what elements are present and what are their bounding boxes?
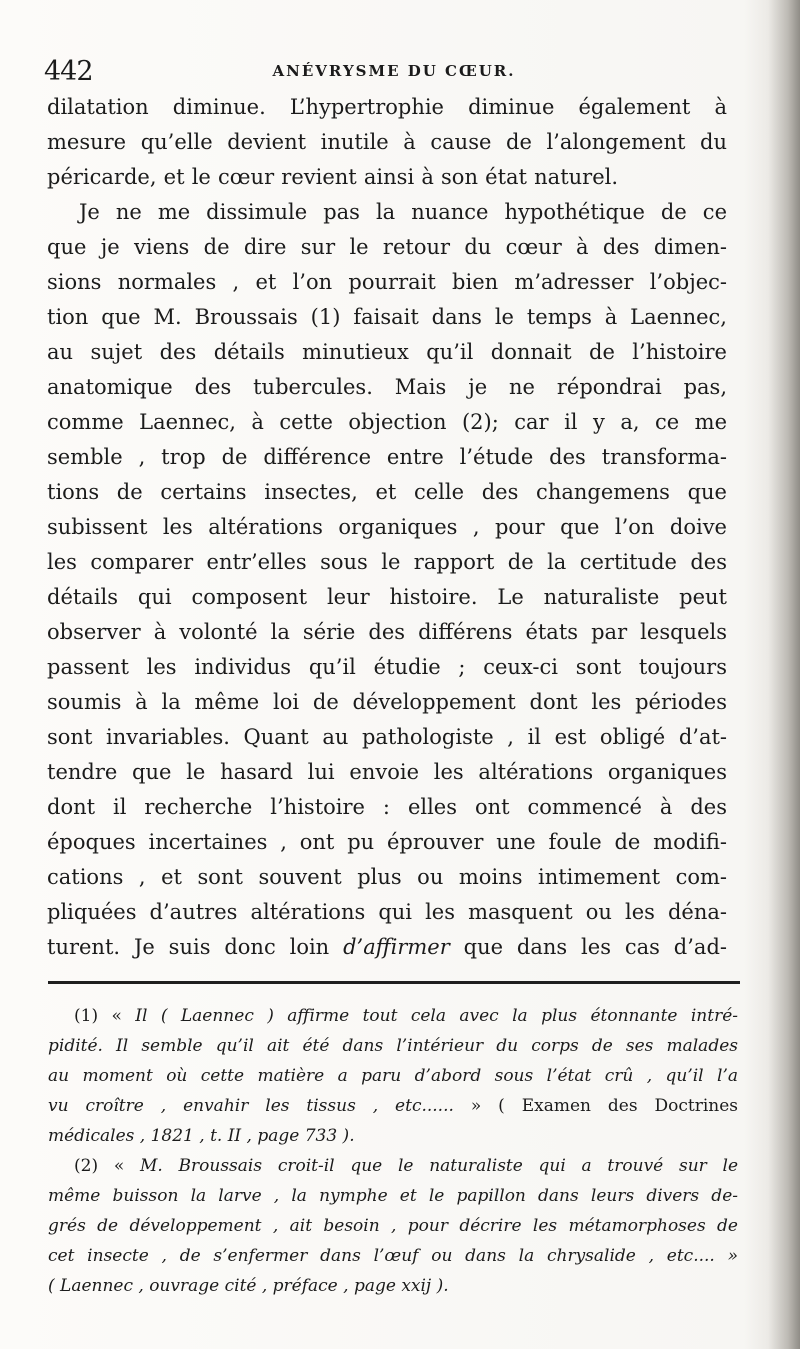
footnote-citation: » ( Examen des Doctrines (470, 1096, 739, 1116)
footnote-line: même buisson la larve , la nymphe et le papillon dans leurs divers de- (48, 1186, 738, 1206)
body-line: passent les individus qu’il étudie ; ceux-ci sont toujours (47, 655, 727, 679)
body-line: dont il recherche l’histoire : elles ont commencé à des (47, 795, 727, 819)
body-line: semble , trop de différence entre l’étude des transforma- (47, 445, 727, 469)
italic-emphasis: d’affirmer (343, 935, 450, 959)
footnote-text: Il ( Laennec ) affirme tout cela avec la plus étonnante intré- (135, 1006, 739, 1026)
footnote-line: médicales , 1821 , t. II , page 733 ). (48, 1126, 355, 1146)
body-line: comme Laennec, à cette objection (2); car il y a, ce me (47, 410, 727, 434)
body-line: tion que M. Broussais (1) faisait dans le temps à Laennec, (47, 305, 727, 329)
footnote-text: M. Broussais croit-il que le naturaliste qui a trouvé sur le (139, 1156, 739, 1176)
body-line: péricarde, et le cœur revient ainsi à son état naturel. (47, 165, 619, 189)
footnote-line (48, 1091, 738, 1121)
page-header (44, 52, 744, 92)
body-line: sions normales , et l’on pourrait bien m’adresser l’objec- (47, 270, 727, 294)
body-line: Je ne me dissimule pas la nuance hypothétique de ce (79, 200, 727, 224)
body-text (47, 90, 727, 965)
body-line: cations , et sont souvent plus ou moins intimement com- (47, 865, 727, 889)
footnote-line (48, 1001, 738, 1031)
body-line: dilatation diminue. L’hypertrophie diminue également à (47, 95, 727, 119)
body-line: détails qui composent leur histoire. Le naturaliste peut (47, 585, 727, 609)
footnote-text: vu croître , envahir les tissus , etc...... (48, 1096, 454, 1116)
footnote-line: au moment où cette matière a paru d’abord sous l’état crû , qu’il l’a (48, 1066, 738, 1086)
footnote-divider (48, 981, 740, 984)
footnote-line (48, 1151, 738, 1181)
body-line: soumis à la même loi de développement dont les périodes (47, 690, 727, 714)
body-line: observer à volonté la série des différens états par lesquels (47, 620, 727, 644)
body-line: les comparer entr’elles sous le rapport de la certitude des (47, 550, 727, 574)
footnote-marker: (2) « (74, 1156, 125, 1176)
body-line: au sujet des détails minutieux qu’il donnait de l’histoire (47, 340, 727, 364)
footnotes (48, 1001, 738, 1301)
body-line: mesure qu’elle devient inutile à cause de l’alongement du (47, 130, 727, 154)
body-line: époques incertaines , ont pu éprouver une foule de modifi- (47, 830, 727, 854)
body-line: tions de certains insectes, et celle des changemens que (47, 480, 727, 504)
page-number: 442 (44, 56, 93, 87)
footnote-line: grés de développement , ait besoin , pour décrire les métamorphoses de (48, 1216, 738, 1236)
body-text-run: turent. Je suis donc loin (47, 935, 330, 959)
running-title: ANÉVRYSME DU CŒUR. (272, 62, 516, 80)
footnote-marker: (1) « (74, 1006, 122, 1026)
body-line: sont invariables. Quant au pathologiste , il est obligé d’at- (47, 725, 727, 749)
body-line: anatomique des tubercules. Mais je ne répondrai pas, (47, 375, 727, 399)
footnote-line: ( Laennec , ouvrage cité , préface , page xxij ). (48, 1276, 449, 1296)
body-line: subissent les altérations organiques , pour que l’on doive (47, 515, 727, 539)
body-line: que je viens de dire sur le retour du cœur à des dimen- (47, 235, 727, 259)
body-line (47, 930, 727, 965)
body-text-run: que dans les cas d’ad- (463, 935, 727, 959)
footnote-line: pidité. Il semble qu’il ait été dans l’intérieur du corps de ses malades (48, 1036, 738, 1056)
body-line: tendre que le hasard lui envoie les altérations organiques (47, 760, 727, 784)
body-line: pliquées d’autres altérations qui les masquent ou les déna- (47, 900, 727, 924)
footnote-line: cet insecte , de s’enfermer dans l’œuf ou dans la chrysalide , etc.... » (48, 1246, 738, 1266)
